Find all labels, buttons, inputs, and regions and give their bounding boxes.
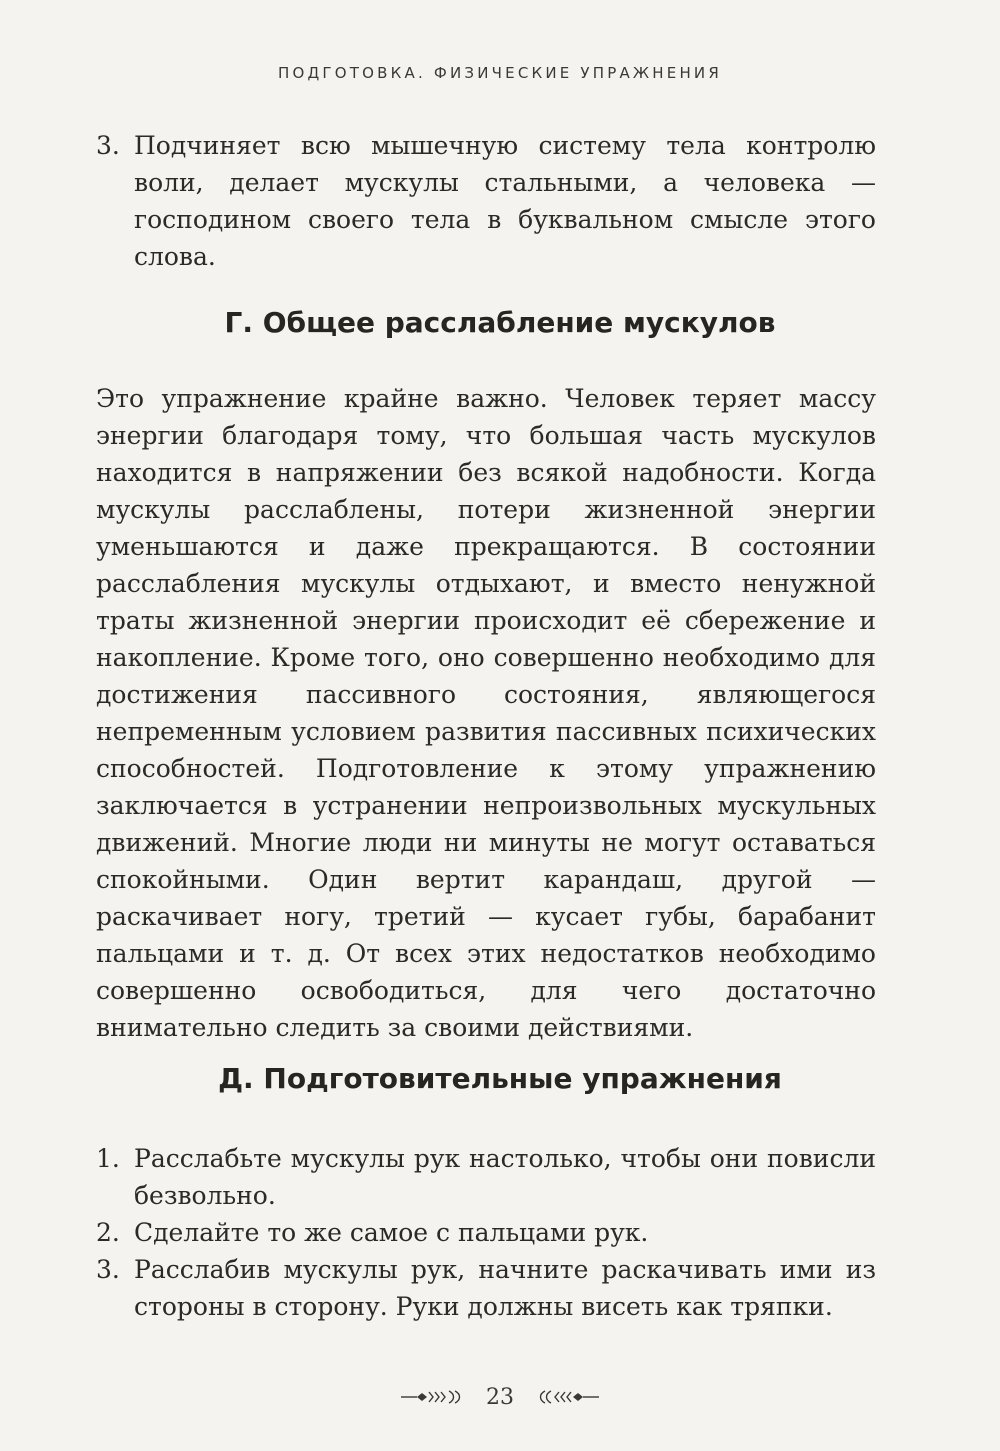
section-heading-g: Г. Общее расслабление мускулов (224, 306, 776, 339)
list-item-number: 2. (96, 1218, 120, 1247)
list-item-number: 3. (96, 1255, 120, 1284)
top-list (96, 127, 876, 275)
section-g-body (96, 380, 876, 1046)
ornament-left-icon (399, 1389, 465, 1405)
page-number: 23 (486, 1384, 514, 1410)
ornament-right-icon (535, 1389, 601, 1405)
list-item (96, 127, 876, 275)
list-item (96, 1140, 876, 1214)
paragraph: Это упражнение крайне важно. Человек теряет массу энергии благодаря тому, что большая часть мускулов находится в напряжении без всякой надобности. Когда мускулы расслаблены, потери жизненной энергии уменьшаются и даже прекращаются. В состоянии расслабления мускулы отдыхают, и вместо ненужной траты жизненной энергии происходит её сбережение и накопление. Кроме того, оно совершенно необходимо для достижения пассивного состояния, являющегося непременным условием развития пассивных психических способностей. Подготовление к этому упражнению заключается в устранении непроизвольных мускульных движений. Многие люди ни минуты не могут оставаться спокойными. Один вертит карандаш, другой — раскачивает ногу, третий — кусает губы, барабанит пальцами и т. д. От всех этих недостатков необходимо совершенно освободиться, для чего достаточно внимательно следить за своими действиями. (96, 384, 876, 1042)
list-item-text: Подчиняет всю мышечную систему тела контролю воли, делает мускулы стальными, а человека — господином своего тела в буквальном смысле этого слова. (134, 131, 876, 271)
exercise-list (96, 1140, 876, 1325)
list-item-text: Расслабив мускулы рук, начните раскачивать ими из стороны в сторону. Руки должны висеть как тряпки. (134, 1255, 876, 1321)
section-heading-d: Д. Подготовительные упражнения (218, 1062, 782, 1095)
list-item-number: 3. (96, 131, 120, 160)
page-folio (0, 1384, 1000, 1410)
list-item (96, 1214, 876, 1251)
running-head: ПОДГОТОВКА. ФИЗИЧЕСКИЕ УПРАЖНЕНИЯ (278, 64, 722, 82)
list-item-number: 1. (96, 1144, 120, 1173)
list-item (96, 1251, 876, 1325)
list-item-text: Расслабьте мускулы рук настолько, чтобы они повисли безвольно. (134, 1144, 876, 1210)
list-item-text: Сделайте то же самое с пальцами рук. (134, 1218, 649, 1247)
top-list-block (96, 127, 876, 275)
section-d-body (96, 1140, 876, 1325)
